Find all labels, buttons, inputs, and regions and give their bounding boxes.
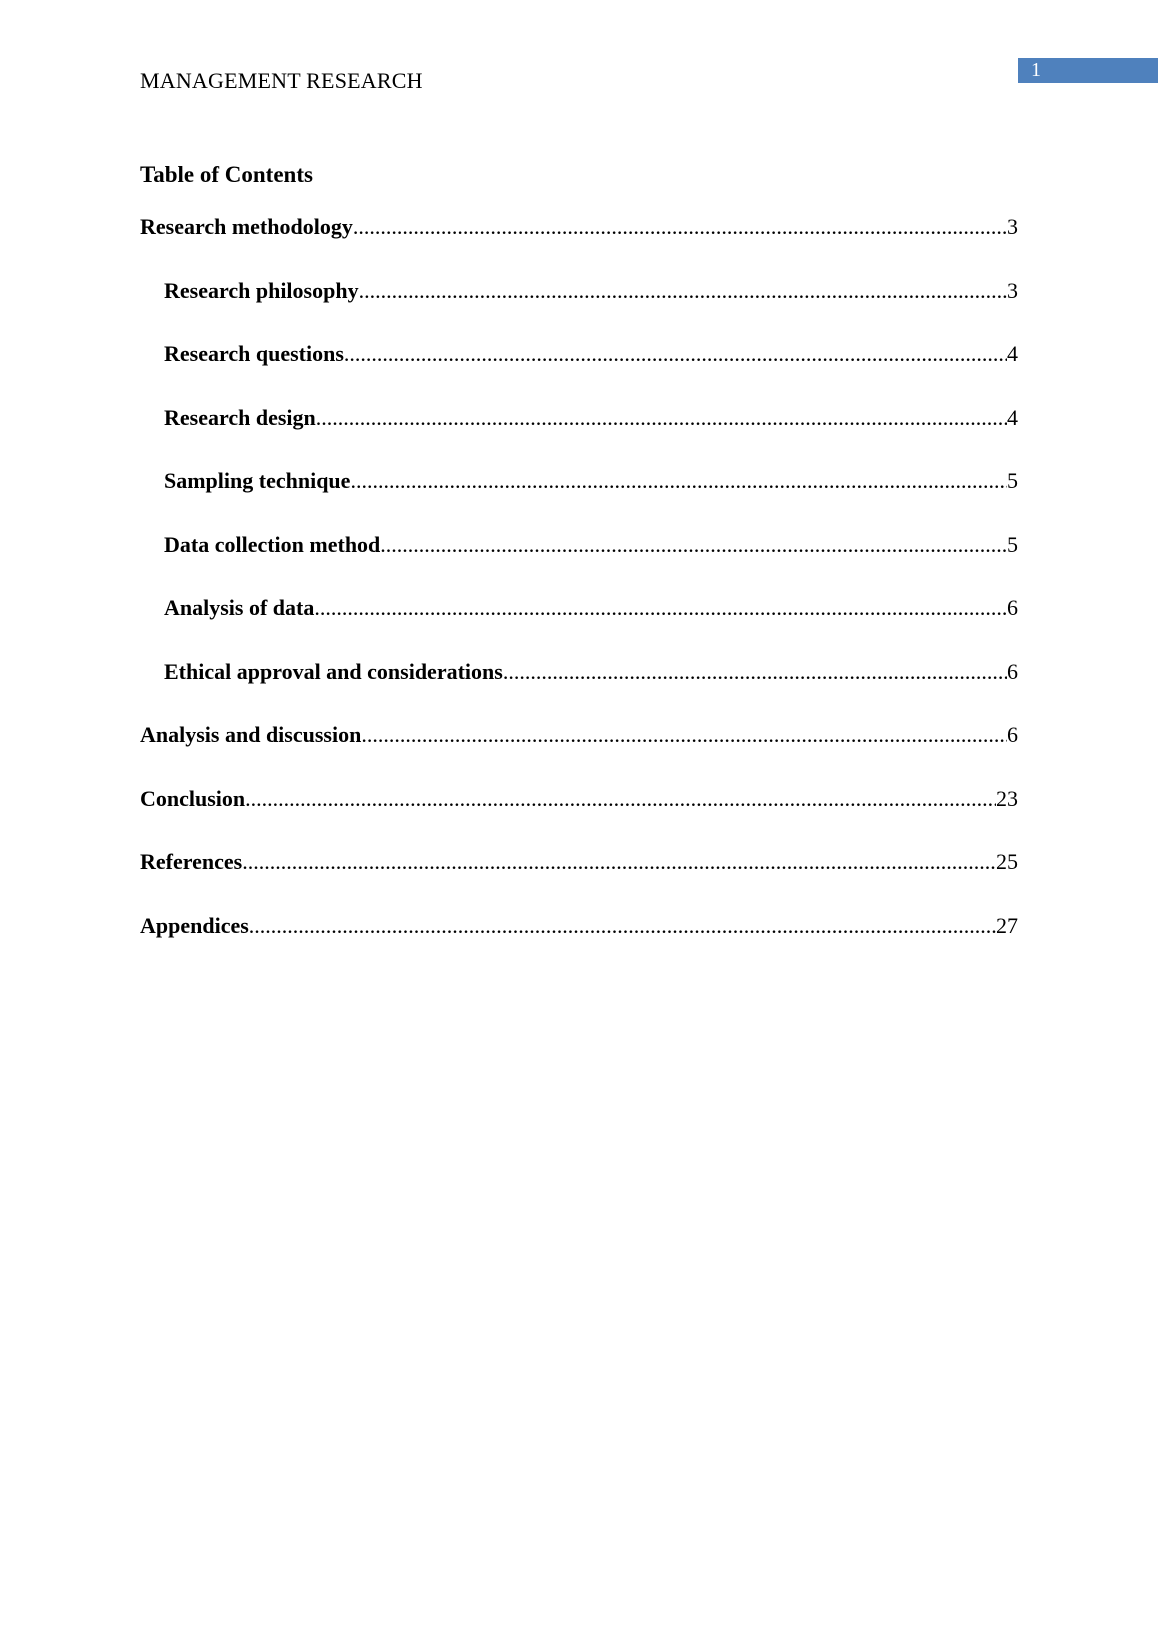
toc-entry-page: 27 bbox=[996, 912, 1018, 938]
toc-entry-label: Data collection method bbox=[164, 531, 381, 557]
toc-entry-data-collection-method[interactable] bbox=[140, 532, 1018, 596]
toc-entry-page: 3 bbox=[1007, 214, 1018, 239]
toc-entry-label: Appendices bbox=[140, 912, 249, 938]
dot-leader bbox=[359, 278, 1007, 304]
toc-entry-research-design[interactable] bbox=[140, 405, 1018, 469]
toc-entry-page: 4 bbox=[1007, 404, 1018, 430]
toc-entry-research-questions[interactable] bbox=[140, 341, 1018, 405]
toc-entry-label: Conclusion bbox=[140, 785, 246, 811]
toc-entry-references[interactable] bbox=[140, 849, 1018, 913]
toc-entry-page: 23 bbox=[996, 785, 1018, 811]
running-head: MANAGEMENT RESEARCH bbox=[140, 68, 423, 93]
dot-leader bbox=[245, 786, 996, 812]
toc-entry-analysis-of-data[interactable] bbox=[140, 595, 1018, 659]
toc-entry-label: References bbox=[140, 849, 243, 874]
toc-entry-label: Research philosophy bbox=[164, 277, 359, 303]
toc-entry-conclusion[interactable] bbox=[140, 786, 1018, 850]
toc-entry-label: Ethical approval and considerations bbox=[164, 658, 503, 684]
dot-leader bbox=[316, 405, 1007, 431]
toc-entry-page: 5 bbox=[1007, 531, 1018, 557]
dot-leader bbox=[503, 659, 1007, 685]
toc-entry-research-methodology[interactable] bbox=[140, 214, 1018, 278]
dot-leader bbox=[350, 468, 1007, 494]
dot-leader bbox=[344, 341, 1007, 367]
toc-entry-research-philosophy[interactable] bbox=[140, 278, 1018, 342]
toc-entry-appendices[interactable] bbox=[140, 913, 1018, 977]
toc-entry-label: Analysis of data bbox=[164, 595, 315, 620]
toc-entry-label: Analysis and discussion bbox=[140, 722, 362, 747]
toc-entry-page: 6 bbox=[1007, 722, 1018, 747]
dot-leader bbox=[380, 532, 1007, 558]
toc-entry-page: 25 bbox=[996, 849, 1018, 874]
page-number: 1 bbox=[1031, 59, 1041, 81]
toc-entry-page: 6 bbox=[1007, 658, 1018, 684]
toc-entry-label: Research questions bbox=[164, 341, 344, 366]
toc-entry-ethical-approval[interactable] bbox=[140, 659, 1018, 723]
dot-leader bbox=[242, 849, 996, 875]
table-of-contents bbox=[140, 214, 1018, 976]
toc-entry-sampling-technique[interactable] bbox=[140, 468, 1018, 532]
dot-leader bbox=[353, 214, 1007, 240]
page-number-badge bbox=[1018, 58, 1158, 83]
toc-title: Table of Contents bbox=[140, 162, 313, 187]
toc-entry-page: 5 bbox=[1007, 468, 1018, 493]
toc-entry-analysis-and-discussion[interactable] bbox=[140, 722, 1018, 786]
toc-entry-label: Research design bbox=[164, 404, 316, 430]
dot-leader bbox=[361, 722, 1007, 748]
toc-entry-page: 4 bbox=[1007, 341, 1018, 366]
toc-entry-label: Sampling technique bbox=[164, 468, 351, 493]
dot-leader bbox=[249, 913, 996, 939]
dot-leader bbox=[314, 595, 1007, 621]
toc-entry-page: 3 bbox=[1007, 277, 1018, 303]
toc-entry-label: Research methodology bbox=[140, 214, 353, 239]
toc-entry-page: 6 bbox=[1007, 595, 1018, 620]
